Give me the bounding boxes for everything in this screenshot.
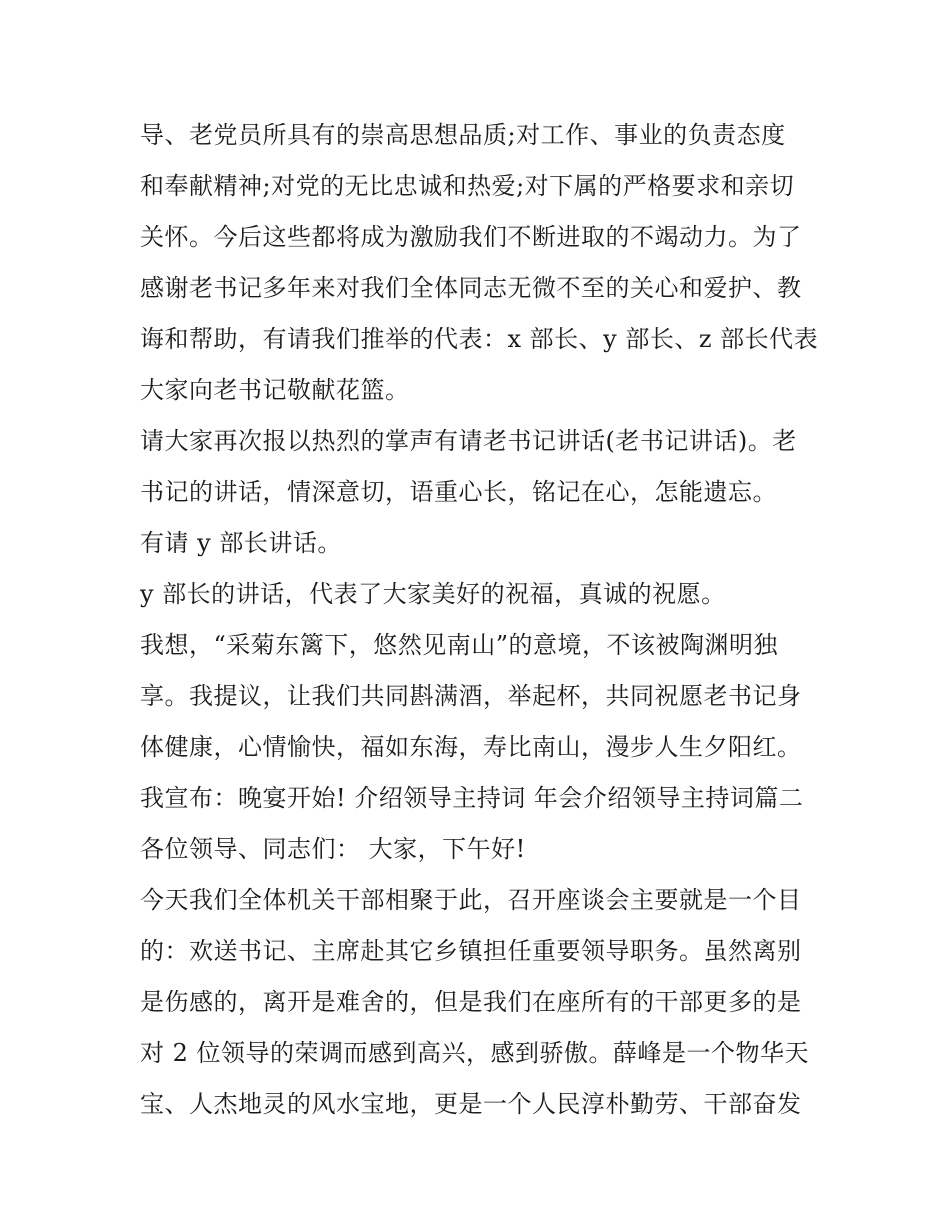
text-line: 我宣布：晚宴开始! 介绍领导主持词 年会介绍领导主持词篇二 [140, 784, 804, 812]
text-line: 诲和帮助，有请我们推举的代表：x 部长、y 部长、z 部长代表 [140, 325, 819, 353]
text-line: 和奉献精神;对党的无比忠诚和热爱;对下属的严格要求和亲切 [140, 172, 795, 200]
document-body [140, 110, 830, 1130]
text-line: 体健康，心情愉快，福如东海，寿比南山，漫步人生夕阳红。 [140, 733, 802, 761]
text-line: 是伤感的，离开是难舍的，但是我们在座所有的干部更多的是 [140, 988, 802, 1016]
text-line: 各位领导、同志们： 大家，下午好! [140, 835, 526, 863]
text-line: 请大家再次报以热烈的掌声有请老书记讲话(老书记讲话)。老 [140, 427, 797, 455]
text-line: 书记的讲话，情深意切，语重心长，铭记在心，怎能遗忘。 [140, 478, 777, 506]
text-line: 有请 y 部长讲话。 [140, 529, 342, 557]
text-line: 今天我们全体机关干部相聚于此，召开座谈会主要就是一个目 [140, 886, 802, 914]
text-line: 关怀。今后这些都将成为激励我们不断进取的不竭动力。为了 [140, 223, 802, 251]
text-line: 我想，“采菊东篱下，悠然见南山”的意境，不该被陶渊明独 [140, 631, 779, 659]
text-line: 对 2 位领导的荣调而感到高兴，感到骄傲。薛峰是一个物华天 [140, 1039, 810, 1067]
text-line: 享。我提议，让我们共同斟满酒，举起杯，共同祝愿老书记身 [140, 682, 802, 710]
text-line: 感谢老书记多年来对我们全体同志无微不至的关心和爱护、教 [140, 274, 802, 302]
text-line: y 部长的讲话，代表了大家美好的祝福，真诚的祝愿。 [140, 580, 726, 608]
text-line: 大家向老书记敬献花篮。 [140, 376, 410, 404]
text-line: 的：欢送书记、主席赴其它乡镇担任重要领导职务。虽然离别 [140, 937, 802, 965]
text-line: 宝、人杰地灵的风水宝地，更是一个人民淳朴勤劳、干部奋发 [140, 1090, 802, 1118]
text-line: 导、老党员所具有的崇高思想品质;对工作、事业的负责态度 [140, 121, 786, 149]
